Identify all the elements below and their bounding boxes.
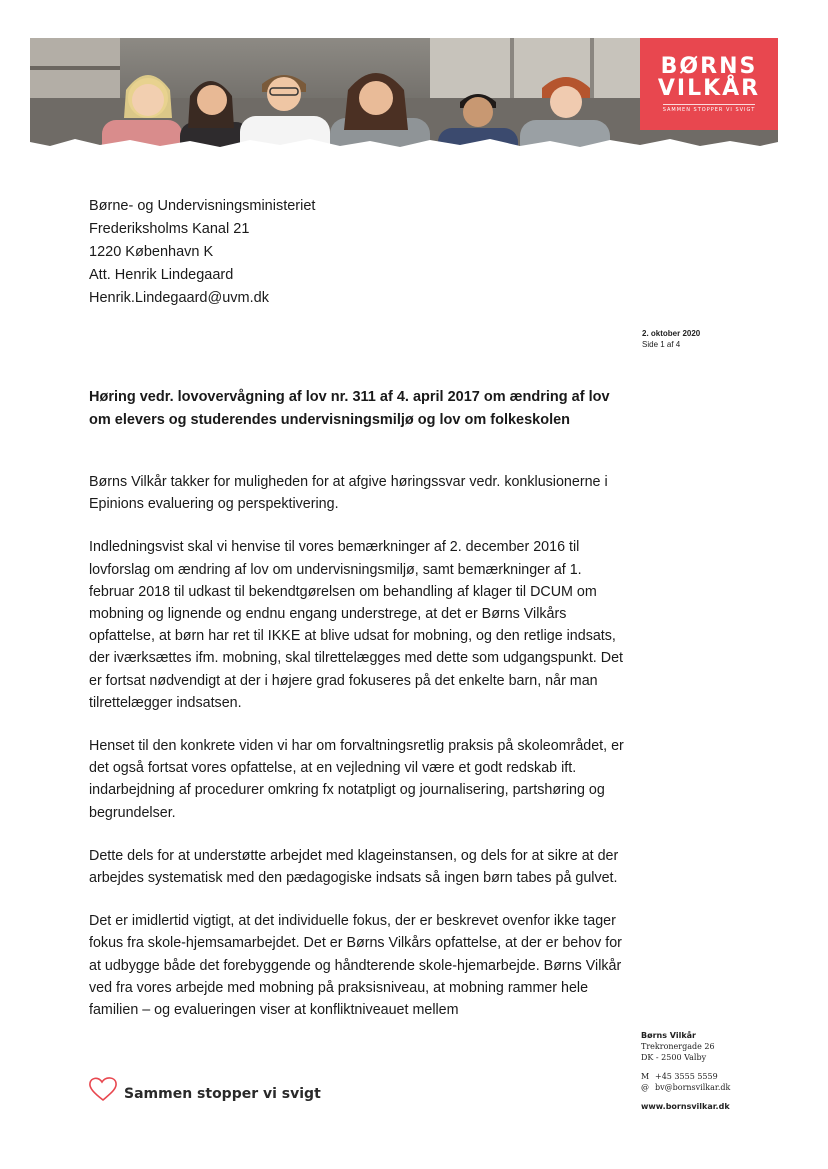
footer-email-row	[641, 1082, 730, 1093]
logo-tagline: SAMMEN STOPPER VI SVIGT	[663, 104, 756, 113]
footer-contact	[641, 1030, 730, 1112]
email-label: @	[641, 1083, 649, 1092]
header-banner	[30, 38, 778, 150]
footer-city: DK - 2500 Valby	[641, 1053, 707, 1062]
phone-label: M	[641, 1072, 650, 1081]
address-line: Børne- og Undervisningsministeriet	[89, 198, 316, 214]
address-email: Henrik.Lindegaard@uvm.dk	[89, 290, 269, 306]
recipient-address	[89, 195, 315, 310]
footer-email: bv@bornsvilkar.dk	[655, 1083, 731, 1092]
footer-phone: +45 3555 5559	[655, 1072, 718, 1081]
body-paragraph: Henset til den konkrete viden vi har om forvaltningsretlig praksis på skoleområdet, er det også fortsat vores opfattelse, at en vejledning vil være et godt redskab ift. indarbejdning af procedurer omkring fx notatpligt og journalisering, partshøring og begrundelser.	[89, 738, 624, 821]
body-paragraph: Børns Vilkår takker for muligheden for at afgive høringssvar vedr. konklusionerne i Epinions evaluering og perspektivering.	[89, 474, 608, 513]
footer-website: www.bornsvilkar.dk	[641, 1102, 730, 1111]
body-paragraph: Dette dels for at understøtte arbejdet med klageinstansen, og dels for at sikre at der arbejdes systematisk med den pædagogiske indsats så ingen børn tabes på gulvet.	[89, 847, 619, 887]
footer-tagline	[88, 1075, 321, 1103]
logo-line-2: VILKÅR	[657, 75, 761, 101]
address-line: 1220 København K	[89, 244, 214, 260]
heart-outline-icon	[88, 1075, 118, 1103]
address-line: Frederiksholms Kanal 21	[89, 221, 250, 237]
body-paragraph: Det er imidlertid vigtigt, at det individuelle fokus, der er beskrevet ovenfor ikke tager fokus fra skole-hjemsamarbejdet. Det er Børns Vilkårs opfattelse, at der er behov for at udbygge både det forebyggende og håndterende skole-hjemarbejde. Børns Vilkår ved fra vores arbejde med mobning på praksisniveau, at mobning rammer hele familien – og evalueringen viser at konfliktniveauet mellem	[89, 913, 622, 1019]
letter-subject: Høring vedr. lovovervågning af lov nr. 311 af 4. april 2017 om ændring af lov om elevers og studerendes undervisningsmiljø og lov om folkeskolen	[89, 389, 610, 428]
footer-tagline-text: Sammen stopper vi svigt	[124, 1086, 321, 1102]
letter-date: 2. oktober 2020	[642, 329, 701, 338]
footer-phone-row	[641, 1071, 730, 1082]
page-number: Side 1 af 4	[642, 340, 681, 349]
brand-logo	[640, 38, 778, 130]
logo-line-1: BØRNS	[660, 53, 758, 79]
footer-street: Trekronergade 26	[641, 1042, 715, 1051]
body-paragraph: Indledningsvist skal vi henvise til vores bemærkninger af 2. december 2016 til lovforslag om ændring af lov om undervisningsmiljø, samt bemærkninger af 1. februar 2018 til udkast til bekendtgørelsen om behandling af klager til DCUM om mobning og lignende og endnu engang understrege, at det er Børns Vilkårs opfattelse, at børn har ret til IKKE at blive udsat for mobning, og den retlige indsats, der iværksættes ifm. mobning, skal tilrettelægges med dette som udgangspunkt. Det er fortsat nødvendigt at der i højere grad fokuseres på det enkelte barn, når man tilrettelægger indsatsen.	[89, 539, 623, 711]
letter-body	[89, 471, 629, 1042]
address-line: Att. Henrik Lindegaard	[89, 267, 234, 283]
letter-meta	[642, 328, 700, 350]
footer-org: Børns Vilkår	[641, 1031, 696, 1040]
